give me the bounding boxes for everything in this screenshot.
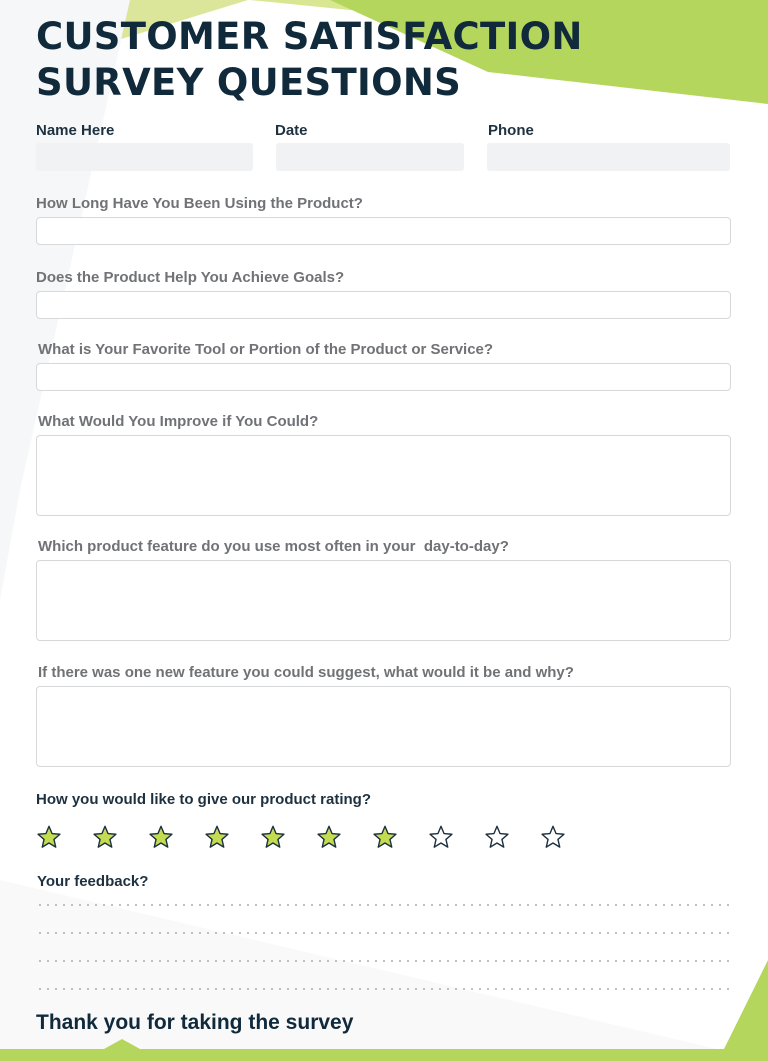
question-achieve-goals: Does the Product Help You Achieve Goals? [36, 269, 345, 286]
title-line-1: CUSTOMER SATISFACTION [36, 15, 583, 58]
most-used-feature-field[interactable] [36, 560, 731, 641]
improve-field[interactable] [36, 435, 731, 516]
question-usage-duration: How Long Have You Been Using the Product? [36, 195, 363, 212]
page-title [36, 14, 583, 106]
achieve-goals-field[interactable] [36, 291, 731, 319]
feedback-line[interactable] [36, 932, 732, 934]
name-label: Name Here [36, 122, 115, 139]
star-filled-icon[interactable] [36, 824, 62, 850]
bottom-accent-bar [0, 1049, 768, 1061]
question-new-feature: If there was one new feature you could suggest, what would it be and why? [38, 664, 574, 681]
phone-field[interactable] [487, 143, 730, 171]
date-label: Date [275, 122, 308, 139]
star-filled-icon[interactable] [204, 824, 230, 850]
star-outline-icon[interactable] [428, 824, 454, 850]
star-filled-icon[interactable] [92, 824, 118, 850]
name-field[interactable] [36, 143, 253, 171]
phone-label: Phone [488, 122, 534, 139]
feedback-label: Your feedback? [37, 873, 149, 890]
star-filled-icon[interactable] [372, 824, 398, 850]
star-filled-icon[interactable] [260, 824, 286, 850]
star-filled-icon[interactable] [316, 824, 342, 850]
question-favorite-tool: What is Your Favorite Tool or Portion of the Product or Service? [38, 341, 494, 358]
date-field[interactable] [276, 143, 464, 171]
star-outline-icon[interactable] [484, 824, 510, 850]
new-feature-field[interactable] [36, 686, 731, 767]
rating-question: How you would like to give our product rating? [36, 791, 372, 808]
thank-you-message: Thank you for taking the survey [36, 1011, 354, 1034]
star-filled-icon[interactable] [148, 824, 174, 850]
feedback-line[interactable] [36, 988, 732, 990]
usage-duration-field[interactable] [36, 217, 731, 245]
title-line-2: SURVEY QUESTIONS [36, 61, 462, 104]
feedback-line[interactable] [36, 960, 732, 962]
star-outline-icon[interactable] [540, 824, 566, 850]
feedback-line[interactable] [36, 904, 732, 906]
rating-stars [36, 824, 566, 850]
question-improve: What Would You Improve if You Could? [38, 413, 319, 430]
accent-shape-bottom-right [724, 960, 768, 1049]
question-most-used-feature: Which product feature do you use most often in your day-to-day? [38, 538, 509, 555]
favorite-tool-field[interactable] [36, 363, 731, 391]
